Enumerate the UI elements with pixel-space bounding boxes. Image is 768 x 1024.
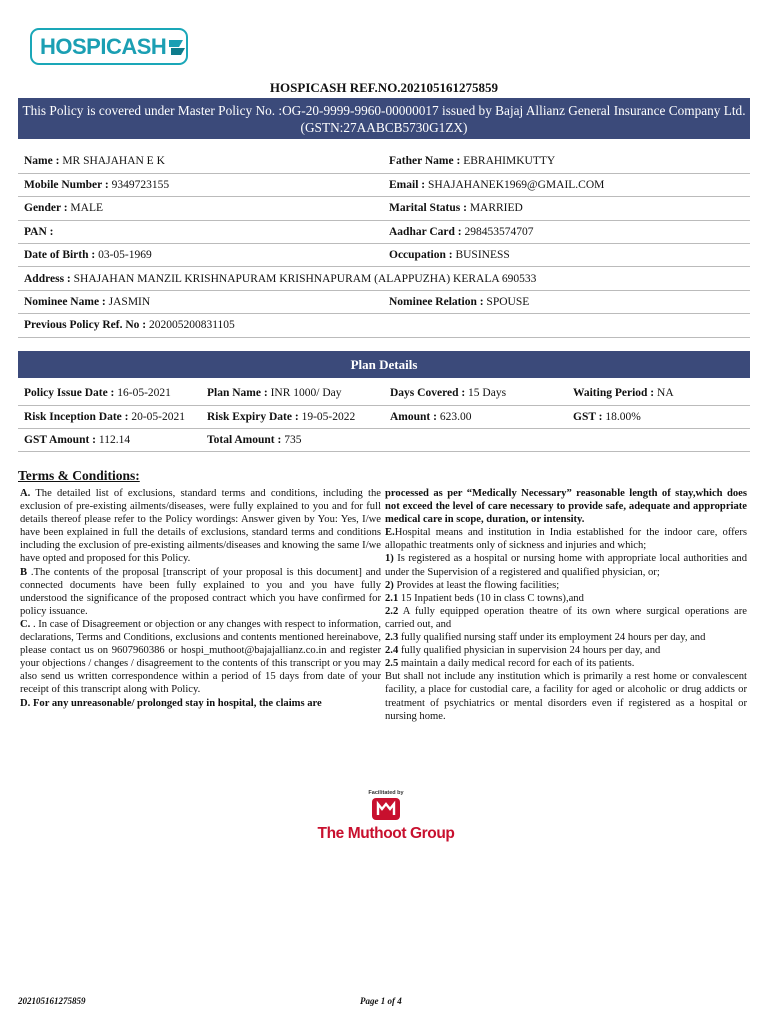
table-row — [18, 290, 750, 313]
rule-2: 2) Provides at least the flowing facilities; — [385, 579, 560, 591]
term-c: C. . In case of Disagreement or objection or any changes with respect to information, declarations, Terms and Conditions, exclusions and contents mentioned hereinabove, please contact us on 9607960386 or hospi_muthoot@bajajallianz.co.in and register your objections / changes / disagreement to the contents of this transcript or you may also send us written correspondence within a period of 15 days from date of your receipt of this transcript along with Policy. — [20, 618, 381, 696]
gst-amount-cell: GST Amount : 112.14 — [18, 428, 201, 451]
rule-1: 1) Is registered as a hospital or nursing home with appropriate local authorities and under the Supervision of a registered and qualified physician, or; — [385, 553, 747, 578]
terms-column-right — [385, 487, 747, 723]
address-cell: Address : SHAJAHAN MANZIL KRISHNAPURAM KRISHNAPURAM (ALAPPUZHA) KERALA 690533 — [18, 267, 750, 290]
closing-text: But shall not include any institution which is primarily a rest home or convalescent facility, a place for custodial care, a facility for aged or alcoholic or drug addicts or treatment of psychiatrics or mental disorders even if registered as a hospital or nursing home. — [385, 671, 747, 722]
previous-policy-cell: Previous Policy Ref. No : 202005200831105 — [18, 314, 750, 337]
reference-title: HOSPICASH REF.NO.202105161275859 — [269, 80, 499, 95]
empty-cell — [384, 428, 567, 451]
page-number: Page 1 of 4 — [360, 996, 402, 1006]
personal-details-table — [18, 150, 750, 338]
dob-cell: Date of Birth : 03-05-1969 — [18, 244, 383, 267]
muthoot-group-logo — [306, 790, 466, 848]
facilitated-by-label: Facilitated by — [368, 790, 404, 796]
empty-cell — [567, 428, 750, 451]
table-row — [18, 382, 750, 405]
plan-details-table — [18, 382, 750, 452]
rule-2-3: 2.3 fully qualified nursing staff under its employment 24 hours per day, and — [385, 632, 706, 644]
term-d-continued: processed as per “Medically Necessary” reasonable length of stay,which does not exceed the level of care necessary to provide safe, adequate and appropriate medical care in scope, duration, or intensity. — [385, 488, 747, 526]
occupation-cell: Occupation : BUSINESS — [383, 244, 750, 267]
term-b: B .The contents of the proposal [transcript of your proposal is this document] and connected documents have been fully explained to you and you have fully understood the significance of the proposed contract which you have confirmed for policy issuance. — [20, 566, 381, 617]
expiry-date-cell: Risk Expiry Date : 19-05-2022 — [201, 405, 384, 428]
pan-cell: PAN : — [18, 220, 383, 243]
mobile-cell: Mobile Number : 9349723155 — [18, 173, 383, 196]
muthoot-mark-icon — [372, 798, 400, 820]
table-row — [18, 244, 750, 267]
marital-status-cell: Marital Status : MARRIED — [383, 197, 750, 220]
muthoot-name: The Muthoot Group — [317, 825, 455, 842]
table-row — [18, 173, 750, 196]
logo-text-hospi: HOSPI — [40, 33, 106, 59]
table-row — [18, 405, 750, 428]
plan-details-header: Plan Details — [18, 351, 750, 378]
term-d: D. For any unreasonable/ prolonged stay in hospital, the claims are — [20, 697, 322, 709]
table-row — [18, 428, 750, 451]
table-row — [18, 150, 750, 173]
email-cell: Email : SHAJAHANEK1969@GMAIL.COM — [383, 173, 750, 196]
issue-date-cell: Policy Issue Date : 16-05-2021 — [18, 382, 201, 405]
logo-text-cash: CASH — [105, 33, 167, 59]
rule-2-4: 2.4 fully qualified physician in supervision 24 hours per day, and — [385, 645, 661, 657]
nominee-name-cell: Nominee Name : JASMIN — [18, 290, 383, 313]
table-row — [18, 267, 750, 290]
terms-column-left — [20, 487, 381, 710]
term-a: A. The detailed list of exclusions, standard terms and conditions, including the exclusion of pre-existing ailments/diseases, were fully explained to you and for full details thereof please refer to the Policy wordings: Answer given by You: Yes, I/we have been explained in full the details of exclusions, standard terms and conditions including the exclusion of pre-existing ailments/diseases and knowing the same I/we have opted and proposed for this Policy. — [20, 488, 381, 565]
name-cell: Name : MR SHAJAHAN E K — [18, 150, 383, 173]
aadhar-cell: Aadhar Card : 298453574707 — [383, 220, 750, 243]
table-row — [18, 314, 750, 337]
waiting-period-cell: Waiting Period : NA — [567, 382, 750, 405]
term-e: E.Hospital means and institution in India established for the indoor care, offers allopathic treatments only of sickness and injuries and which; — [385, 527, 747, 552]
terms-title: Terms & Conditions: — [18, 468, 140, 483]
gst-cell: GST : 18.00% — [567, 405, 750, 428]
footer-reference: 202105161275859 — [18, 996, 86, 1006]
amount-cell: Amount : 623.00 — [384, 405, 567, 428]
table-row — [18, 197, 750, 220]
rule-2-5: 2.5 maintain a daily medical record for each of its patients. — [385, 658, 635, 670]
gender-cell: Gender : MALE — [18, 197, 383, 220]
plan-name-cell: Plan Name : INR 1000/ Day — [201, 382, 384, 405]
father-name-cell: Father Name : EBRAHIMKUTTY — [383, 150, 750, 173]
table-row — [18, 220, 750, 243]
logo-arrow-icon — [169, 38, 185, 56]
rule-2-2: 2.2 A fully equipped operation theatre of its own where surgical operations are carried out, and — [385, 605, 747, 630]
days-covered-cell: Days Covered : 15 Days — [384, 382, 567, 405]
rule-2-1: 2.1 15 Inpatient beds (10 in class C towns),and — [385, 592, 584, 604]
inception-date-cell: Risk Inception Date : 20-05-2021 — [18, 405, 201, 428]
nominee-relation-cell: Nominee Relation : SPOUSE — [383, 290, 750, 313]
total-amount-cell: Total Amount : 735 — [201, 428, 384, 451]
master-policy-banner: This Policy is covered under Master Policy No. :OG-20-9999-9960-00000017 issued by Bajaj Allianz General Insurance Company Ltd.(GSTN:27AABCB5730G1ZX) — [18, 98, 750, 139]
hospicash-logo — [30, 28, 188, 65]
